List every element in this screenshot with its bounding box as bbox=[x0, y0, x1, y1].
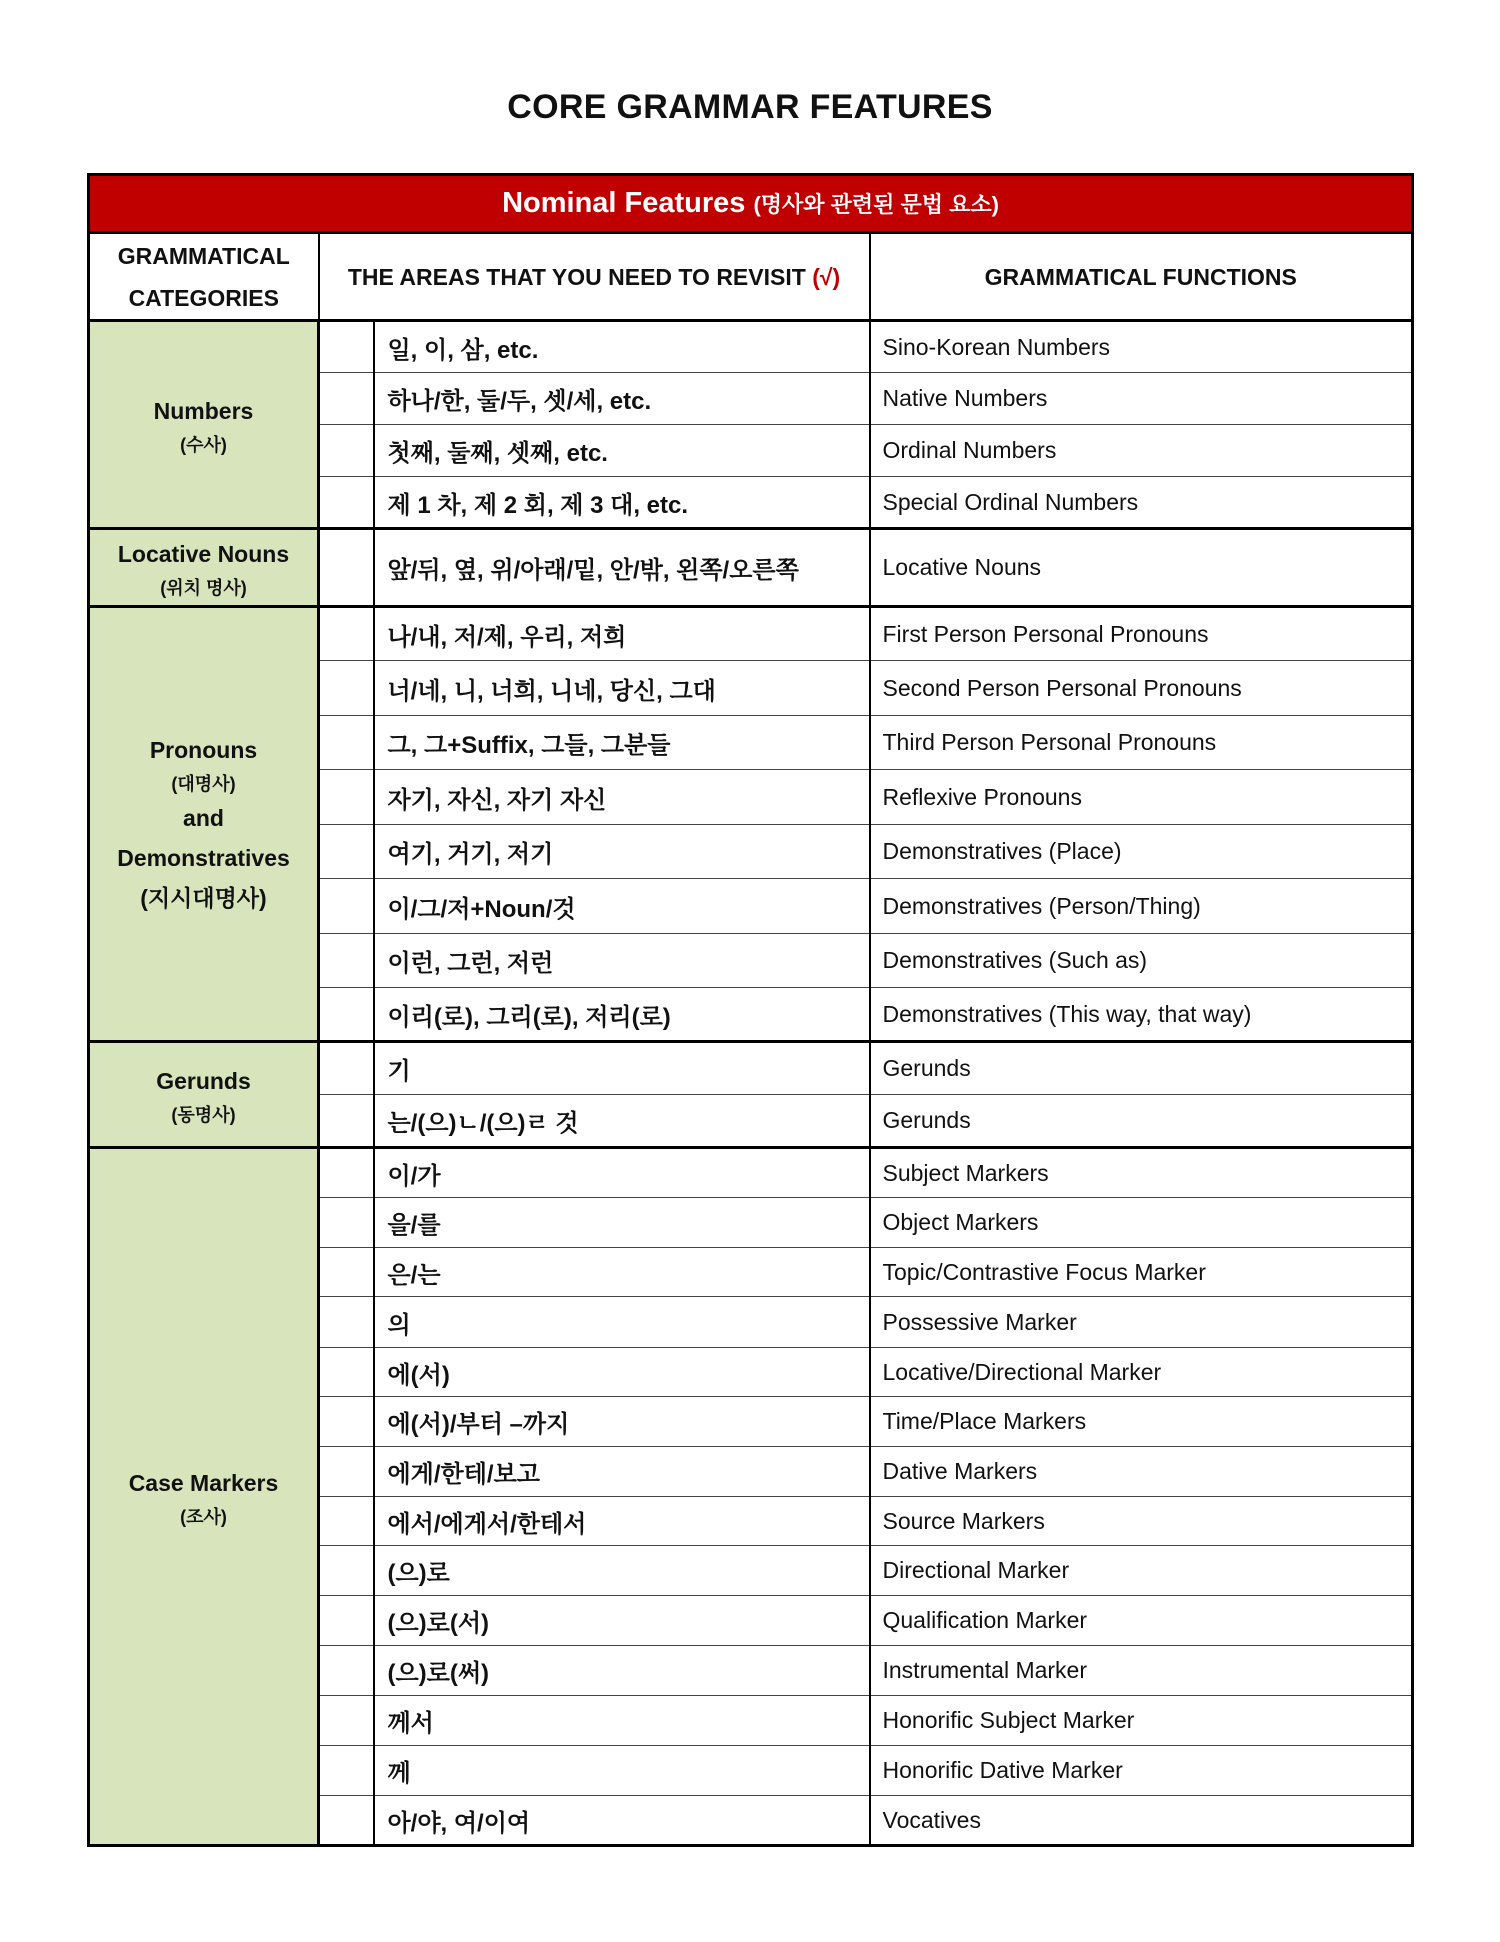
grammar-function: Second Person Personal Pronouns bbox=[870, 661, 1413, 716]
revisit-checkbox[interactable] bbox=[319, 425, 374, 477]
grammar-form: 을/를 bbox=[374, 1198, 870, 1248]
grammar-function: Gerunds bbox=[870, 1095, 1413, 1148]
grammar-form: 기 bbox=[374, 1042, 870, 1095]
category-cell bbox=[89, 1042, 319, 1148]
category-title: Gerunds bbox=[156, 1067, 251, 1094]
grammar-form: 앞/뒤, 옆, 위/아래/밑, 안/밖, 왼쪽/오른쪽 bbox=[374, 529, 870, 607]
grammar-function: Demonstratives (This way, that way) bbox=[870, 988, 1413, 1042]
category-cell bbox=[89, 1148, 319, 1846]
table-row bbox=[89, 607, 1413, 661]
grammar-function: Topic/Contrastive Focus Marker bbox=[870, 1248, 1413, 1297]
revisit-checkbox[interactable] bbox=[319, 373, 374, 425]
grammar-function: Third Person Personal Pronouns bbox=[870, 716, 1413, 770]
revisit-checkbox[interactable] bbox=[319, 1497, 374, 1546]
grammar-form: 나/내, 저/제, 우리, 저희 bbox=[374, 607, 870, 661]
category-title: Numbers bbox=[153, 397, 254, 424]
revisit-checkbox[interactable] bbox=[319, 1198, 374, 1248]
grammar-function: Object Markers bbox=[870, 1198, 1413, 1248]
category-connector: and bbox=[183, 805, 224, 831]
revisit-checkbox[interactable] bbox=[319, 1696, 374, 1746]
revisit-checkbox[interactable] bbox=[319, 661, 374, 716]
table-row bbox=[89, 1148, 1413, 1198]
revisit-checkbox[interactable] bbox=[319, 1148, 374, 1198]
grammar-form: 그, 그+Suffix, 그들, 그분들 bbox=[374, 716, 870, 770]
revisit-checkbox[interactable] bbox=[319, 529, 374, 607]
check-mark: (√) bbox=[812, 263, 841, 290]
grammar-function: Reflexive Pronouns bbox=[870, 770, 1413, 825]
grammar-form: 는/(으)ㄴ/(으)ㄹ 것 bbox=[374, 1095, 870, 1148]
category-cell bbox=[89, 529, 319, 607]
revisit-checkbox[interactable] bbox=[319, 607, 374, 661]
category-subtitle: (동명사) bbox=[171, 1104, 236, 1125]
revisit-checkbox[interactable] bbox=[319, 1546, 374, 1596]
revisit-checkbox[interactable] bbox=[319, 934, 374, 988]
grammar-function: Special Ordinal Numbers bbox=[870, 477, 1413, 529]
grammar-form: 이런, 그런, 저런 bbox=[374, 934, 870, 988]
revisit-checkbox[interactable] bbox=[319, 1646, 374, 1696]
grammar-function: Subject Markers bbox=[870, 1148, 1413, 1198]
grammar-form: 여기, 거기, 저기 bbox=[374, 825, 870, 879]
revisit-checkbox[interactable] bbox=[319, 1596, 374, 1646]
category-title: Pronouns bbox=[149, 737, 258, 763]
revisit-checkbox[interactable] bbox=[319, 1397, 374, 1447]
grammar-function: Possessive Marker bbox=[870, 1297, 1413, 1348]
grammar-function: Directional Marker bbox=[870, 1546, 1413, 1596]
revisit-checkbox[interactable] bbox=[319, 477, 374, 529]
grammar-form: 에서/에게서/한테서 bbox=[374, 1497, 870, 1546]
table-row bbox=[89, 1042, 1413, 1095]
grammar-form: 아/야, 여/이여 bbox=[374, 1796, 870, 1846]
grammar-function: Native Numbers bbox=[870, 373, 1413, 425]
revisit-checkbox[interactable] bbox=[319, 1042, 374, 1095]
grammar-function: Dative Markers bbox=[870, 1447, 1413, 1497]
grammar-function: Vocatives bbox=[870, 1796, 1413, 1846]
grammar-function: Source Markers bbox=[870, 1497, 1413, 1546]
grammar-form: 께서 bbox=[374, 1696, 870, 1746]
grammar-form: 자기, 자신, 자기 자신 bbox=[374, 770, 870, 825]
category-subtitle: (조사) bbox=[180, 1506, 227, 1527]
table-banner bbox=[89, 175, 1413, 233]
grammar-form: 일, 이, 삼, etc. bbox=[374, 321, 870, 373]
revisit-checkbox[interactable] bbox=[319, 879, 374, 934]
header-row bbox=[89, 233, 1413, 321]
revisit-checkbox[interactable] bbox=[319, 1746, 374, 1796]
grammar-function: Qualification Marker bbox=[870, 1596, 1413, 1646]
category-subtitle: (지시대명사) bbox=[140, 885, 267, 911]
grammar-form: 이리(로), 그리(로), 저리(로) bbox=[374, 988, 870, 1042]
banner-title: Nominal Features bbox=[502, 187, 746, 219]
grammar-form: 에(서) bbox=[374, 1348, 870, 1397]
grammar-function: Instrumental Marker bbox=[870, 1646, 1413, 1696]
revisit-checkbox[interactable] bbox=[319, 988, 374, 1042]
grammar-form: 하나/한, 둘/두, 셋/세, etc. bbox=[374, 373, 870, 425]
grammar-form: 에(서)/부터 –까지 bbox=[374, 1397, 870, 1447]
grammar-form: 너/네, 니, 너희, 니네, 당신, 그대 bbox=[374, 661, 870, 716]
category-subtitle: (대명사) bbox=[171, 774, 236, 794]
grammar-function: Demonstratives (Place) bbox=[870, 825, 1413, 879]
revisit-checkbox[interactable] bbox=[319, 1348, 374, 1397]
grammar-form: (으)로(서) bbox=[374, 1596, 870, 1646]
table-row bbox=[89, 529, 1413, 607]
revisit-checkbox[interactable] bbox=[319, 1297, 374, 1348]
grammar-form: 이/가 bbox=[374, 1148, 870, 1198]
grammar-form: (으)로 bbox=[374, 1546, 870, 1596]
grammar-table bbox=[87, 173, 1414, 1847]
header-areas: THE AREAS THAT YOU NEED TO REVISIT (√) bbox=[319, 233, 870, 321]
grammar-function: Time/Place Markers bbox=[870, 1397, 1413, 1447]
header-functions: GRAMMATICAL FUNCTIONS bbox=[870, 233, 1413, 321]
revisit-checkbox[interactable] bbox=[319, 1248, 374, 1297]
grammar-function: Honorific Dative Marker bbox=[870, 1746, 1413, 1796]
category-cell bbox=[89, 321, 319, 529]
table-row bbox=[89, 321, 1413, 373]
revisit-checkbox[interactable] bbox=[319, 1095, 374, 1148]
revisit-checkbox[interactable] bbox=[319, 770, 374, 825]
grammar-function: Honorific Subject Marker bbox=[870, 1696, 1413, 1746]
grammar-form: 의 bbox=[374, 1297, 870, 1348]
grammar-function: Ordinal Numbers bbox=[870, 425, 1413, 477]
grammar-form: 은/는 bbox=[374, 1248, 870, 1297]
revisit-checkbox[interactable] bbox=[319, 1796, 374, 1846]
grammar-function: First Person Personal Pronouns bbox=[870, 607, 1413, 661]
banner-subtitle: (명사와 관련된 문법 요소) bbox=[753, 192, 999, 217]
category-title: Locative Nouns bbox=[117, 540, 290, 567]
grammar-function: Demonstratives (Person/Thing) bbox=[870, 879, 1413, 934]
category-title: Case Markers bbox=[128, 1469, 279, 1496]
grammar-form: 제 1 차, 제 2 회, 제 3 대, etc. bbox=[374, 477, 870, 529]
grammar-form: (으)로(써) bbox=[374, 1646, 870, 1696]
revisit-checkbox[interactable] bbox=[319, 716, 374, 770]
revisit-checkbox[interactable] bbox=[319, 1447, 374, 1497]
grammar-form: 에게/한테/보고 bbox=[374, 1447, 870, 1497]
grammar-function: Demonstratives (Such as) bbox=[870, 934, 1413, 988]
grammar-function: Locative/Directional Marker bbox=[870, 1348, 1413, 1397]
header-categories: GRAMMATICAL CATEGORIES bbox=[89, 233, 319, 321]
category-subtitle: (위치 명사) bbox=[160, 577, 247, 598]
page-title: CORE GRAMMAR FEATURES bbox=[507, 88, 993, 126]
category-title: Demonstratives bbox=[117, 845, 290, 871]
revisit-checkbox[interactable] bbox=[319, 321, 374, 373]
grammar-function: Sino-Korean Numbers bbox=[870, 321, 1413, 373]
grammar-function: Locative Nouns bbox=[870, 529, 1413, 607]
grammar-form: 께 bbox=[374, 1746, 870, 1796]
grammar-function: Gerunds bbox=[870, 1042, 1413, 1095]
grammar-form: 첫째, 둘째, 셋째, etc. bbox=[374, 425, 870, 477]
grammar-form: 이/그/저+Noun/것 bbox=[374, 879, 870, 934]
category-cell bbox=[89, 607, 319, 1042]
category-subtitle: (수사) bbox=[180, 434, 227, 455]
revisit-checkbox[interactable] bbox=[319, 825, 374, 879]
